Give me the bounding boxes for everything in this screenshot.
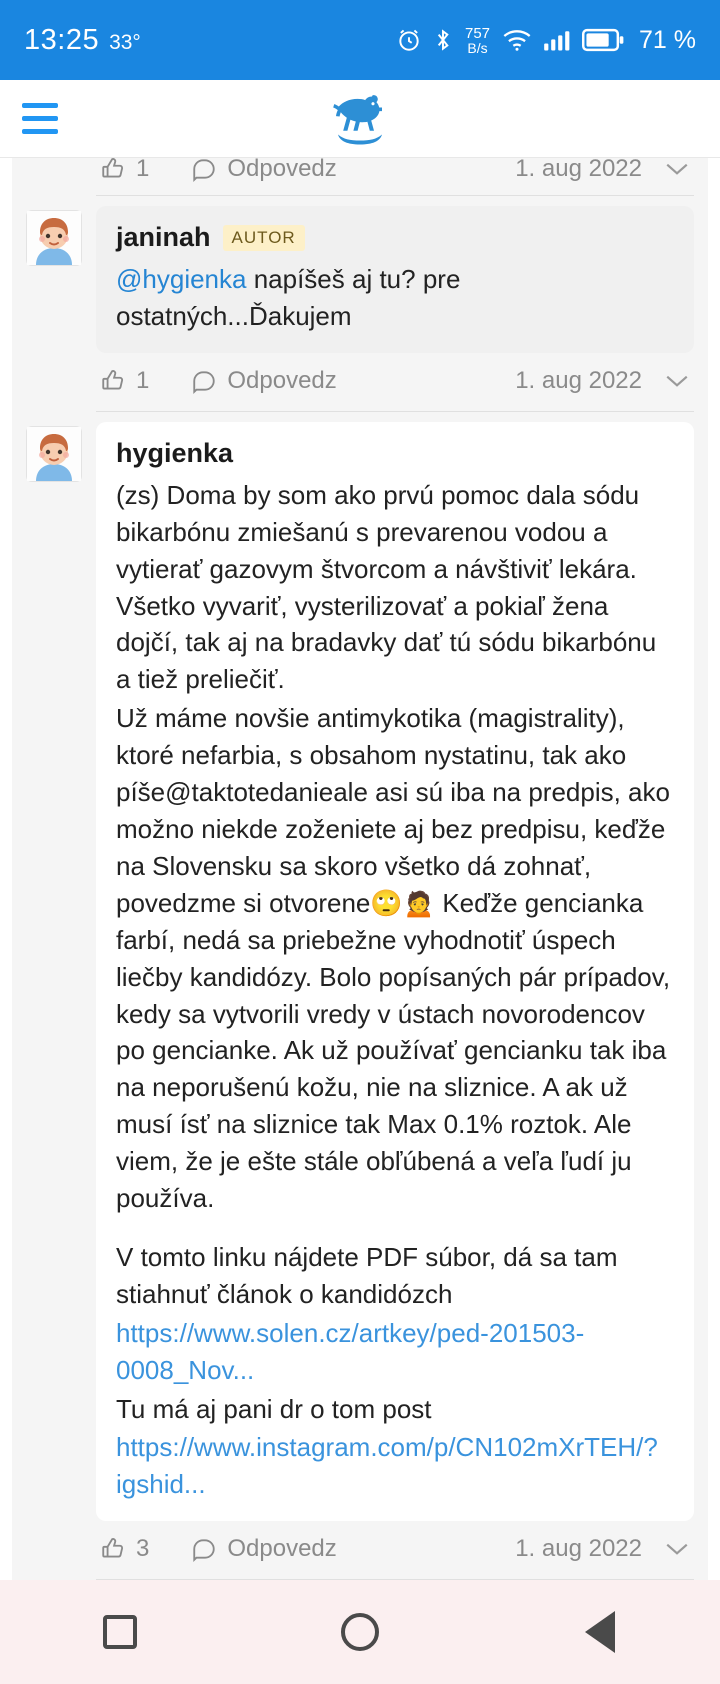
comment-partial-top — [12, 154, 708, 196]
comment-bubble-icon — [191, 156, 217, 182]
comment-footer-line: V tomto linku nájdete PDF súbor, dá sa tam stiahnuť článok o kandidózch — [116, 1241, 618, 1309]
recents-button[interactable] — [60, 1580, 180, 1684]
network-speed-indicator — [465, 26, 490, 55]
comment-text — [116, 261, 674, 335]
comment-author[interactable]: janinah — [116, 222, 211, 252]
rocking-horse-logo[interactable] — [328, 89, 392, 148]
like-count: 1 — [136, 366, 150, 394]
status-right-group — [396, 26, 696, 55]
thumbs-up-icon — [100, 368, 126, 394]
reply-label: Odpovedz — [227, 366, 337, 394]
comment-footer-line: Tu má aj pani dr o tom post — [116, 1393, 432, 1424]
network-speed-unit: B/s — [467, 39, 488, 56]
comment-meta-row — [96, 154, 694, 196]
reply-button[interactable] — [191, 1535, 336, 1563]
comment-text — [116, 477, 674, 1503]
hamburger-menu-icon[interactable] — [0, 103, 74, 134]
avatar[interactable] — [26, 210, 82, 266]
comment-meta-row — [96, 353, 694, 412]
comment-author-row — [116, 438, 674, 469]
app-header — [0, 80, 720, 158]
comment-bubble-icon — [191, 368, 217, 394]
mention-link[interactable]: @hygienka — [116, 264, 247, 294]
comment-meta-row — [96, 1521, 694, 1580]
like-count: 1 — [136, 154, 150, 182]
external-link[interactable]: https://www.solen.cz/artkey/ped-201503-0008_Nov... — [116, 1317, 585, 1385]
comment-author[interactable]: hygienka — [116, 437, 234, 468]
system-navigation-bar — [0, 1580, 720, 1684]
reply-button[interactable] — [191, 155, 336, 183]
reply-label: Odpovedz — [227, 1535, 337, 1563]
like-control[interactable] — [100, 1535, 149, 1563]
thumbs-up-icon — [100, 156, 126, 182]
signal-icon — [543, 28, 571, 52]
comment-paragraph: (zs) Doma by som ako prvú pomoc dala sódu bikarbónu zmiešanú s prevarenou vodou a vytierať gazovym štvorcom a návštiviť lekára. Všetko vyvariť, vysterilizovať a pokiaľ žena dojčí, tak aj na bradavky dať tú sódu bikarbónu a tiež preliečiť. — [116, 479, 657, 695]
comment-author-row — [116, 222, 674, 253]
comment-bubble — [96, 422, 694, 1521]
network-speed-value: 757 — [464, 24, 491, 42]
home-button[interactable] — [300, 1580, 420, 1684]
comment-date: 1. aug 2022 — [515, 1535, 642, 1563]
square-icon — [103, 1615, 137, 1649]
comment-paragraph: Už máme novšie antimykotika (magistrality), ktoré nefarbia, s obsahom nystatinu, tak ako píše@taktotedanieale asi sú iba na predpis, ako možno niekde zoženiete aj bez predpisu, keďže na Slovensku sa skoro všetko dá zohnať, povedzme si otvorene🙄🙍 Keďže gencianka farbí, nedá sa priebežne vyhodnotiť úspech liečby kandidózy. Bolo popísaných pár prípadov, kedy sa vytvorili vredy v ústach novorodencov po gencianke. Ak už používať gencianku tak iba na neporušenú kožu, nie na sliznice. A ak už musí ísť na sliznice tak Max 0.1% roztok. Ale viem, že je ešte stále obľúbená a veľa ľudí ju používa. — [116, 703, 671, 1214]
like-control[interactable] — [100, 367, 149, 395]
like-control[interactable] — [100, 155, 149, 183]
battery-icon — [582, 28, 624, 52]
comment-date: 1. aug 2022 — [515, 154, 642, 182]
comment-thread-scroll[interactable] — [0, 154, 720, 1580]
reply-button[interactable] — [191, 367, 336, 395]
bluetooth-icon — [433, 27, 453, 53]
status-left-group — [24, 24, 141, 57]
thumbs-up-icon — [100, 1536, 126, 1562]
comment-item — [12, 412, 708, 1580]
battery-percent: 71 % — [639, 25, 696, 54]
circle-icon — [341, 1613, 379, 1651]
comment-body: napíšeš aj tu? pre ostatných...Ďakujem — [116, 264, 461, 331]
author-badge: AUTOR — [223, 225, 305, 251]
comment-bubble-icon — [191, 1536, 217, 1562]
external-link[interactable]: https://www.instagram.com/p/CN102mXrTEH/?igshid... — [116, 1432, 658, 1500]
status-temperature: 33° — [109, 30, 141, 54]
chevron-down-icon[interactable] — [664, 1540, 690, 1558]
status-clock: 13:25 — [24, 23, 100, 56]
comment-bubble — [96, 206, 694, 353]
reply-label: Odpovedz — [227, 154, 337, 182]
chevron-down-icon[interactable] — [664, 160, 690, 178]
avatar[interactable] — [26, 426, 82, 482]
back-button[interactable] — [540, 1580, 660, 1684]
comment-item — [12, 196, 708, 412]
triangle-back-icon — [585, 1611, 615, 1653]
comment-thread — [12, 154, 708, 1580]
alarm-icon — [396, 27, 422, 53]
wifi-icon — [502, 28, 532, 52]
status-bar — [0, 0, 720, 80]
like-count: 3 — [136, 1535, 150, 1563]
comment-date: 1. aug 2022 — [515, 366, 642, 394]
chevron-down-icon[interactable] — [664, 372, 690, 390]
